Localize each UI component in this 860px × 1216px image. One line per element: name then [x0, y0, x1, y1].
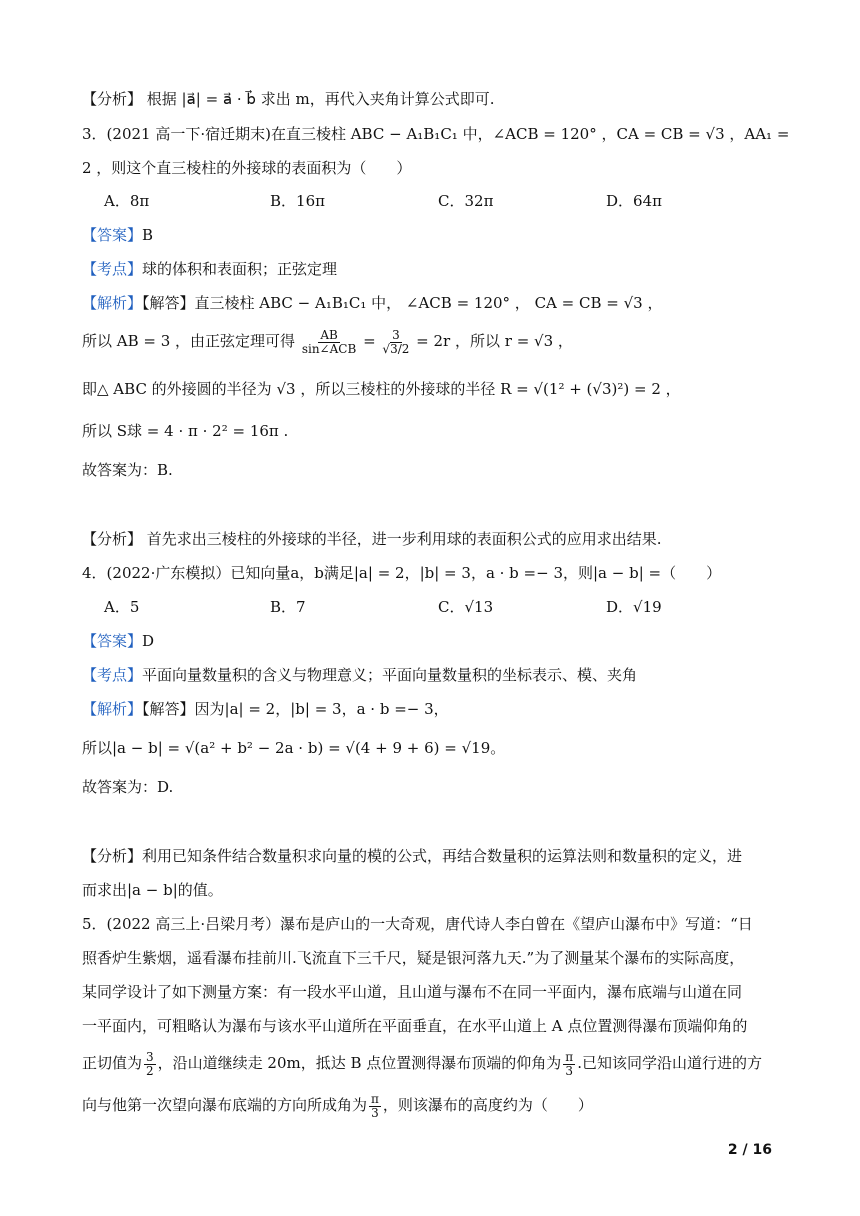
fraction	[302, 329, 356, 356]
q3-knowledge	[82, 258, 337, 280]
answer-tag: 【答案】	[82, 632, 143, 650]
fraction-numerator: 3	[146, 1049, 154, 1064]
question-5-line-2: 照香炉生紫烟，遥看瀑布挂前川.飞流直下三千尺，疑是银河落九天.”为了测量某个瀑布的实际高度，	[82, 949, 745, 967]
question-5-line-6	[82, 1090, 593, 1120]
q3-solution-4: 所以 S球 = 4 · π · 2² = 16π .	[82, 422, 289, 440]
q3-option-a: A．8π	[104, 192, 150, 210]
q4-option-b: B．7	[270, 598, 306, 616]
q3-solution-3: 即△ ABC 的外接圆的半径为 √3 ，所以三棱柱的外接球的半径 R = √(1² + (√3)²) = 2 ，	[82, 380, 681, 398]
equals: =	[363, 332, 376, 350]
answer-value: B	[142, 226, 154, 244]
page-number: 2 / 16	[727, 1142, 772, 1158]
solution-tag: 【解析】	[82, 294, 143, 312]
fraction	[369, 1093, 381, 1120]
q4-answer	[82, 630, 154, 652]
question-5-line-1: 5．(2022 高三上·吕梁月考）瀑布是庐山的一大奇观，唐代诗人李白曾在《望庐山瀑布中》写道：“日	[82, 915, 753, 933]
q3-analysis: 【分析】 首先求出三棱柱的外接球的半径，进一步利用球的表面积公式的应用求出结果.	[82, 530, 662, 548]
question-3-stem-cont: 2 ，则这个直三棱柱的外接球的表面积为（ ）	[82, 159, 412, 177]
q4-solution-3: 故答案为：D.	[82, 778, 174, 796]
answer-value: D	[142, 632, 155, 650]
q4-analysis-1: 【分析】利用已知条件结合数量积求向量的模的公式，再结合数量积的运算法则和数量积的定义，进	[82, 847, 743, 865]
question-4-stem: 4．(2022·广东模拟）已知向量a，b满足|a| = 2，|b| = 3，a · b =− 3，则|a − b| =（ ）	[82, 564, 722, 582]
q4-knowledge	[82, 664, 637, 686]
q3-option-c: C．32π	[438, 192, 494, 210]
q5-text: ，则该瀑布的高度约为（ ）	[382, 1096, 593, 1114]
q5-text: ，沿山道继续走 20m，抵达 B 点位置测得瀑布顶端的仰角为	[157, 1054, 562, 1072]
answer-tag: 【答案】	[82, 226, 143, 244]
q4-option-a: A．5	[104, 598, 140, 616]
q3-option-b: B．16π	[270, 192, 325, 210]
fraction	[144, 1051, 156, 1078]
solution-text: 【解答】直三棱柱 ABC − A₁B₁C₁ 中， ∠ACB = 120° ， CA = CB = √3 ，	[142, 294, 663, 312]
solution-text: 所以 AB = 3 ，由正弦定理可得	[82, 332, 296, 350]
question-5-line-5	[82, 1048, 762, 1078]
q5-text: 向与他第一次望向瀑布底端的方向所成角为	[82, 1096, 368, 1114]
knowledge-tag: 【考点】	[82, 260, 143, 278]
q4-option-d: D．√19	[606, 598, 662, 616]
q4-option-c: C．√13	[438, 598, 494, 616]
q5-text: 正切值为	[82, 1054, 143, 1072]
fraction	[563, 1051, 575, 1078]
fraction-denominator: 2	[146, 1063, 154, 1078]
fraction-numerator: 3	[392, 327, 400, 342]
fraction-denominator: 3	[371, 1105, 379, 1120]
question-3-stem: 3．(2021 高一下·宿迁期末)在直三棱柱 ABC − A₁B₁C₁ 中，∠ACB = 120° ，CA = CB = √3 ，AA₁ =	[82, 125, 790, 143]
solution-text: 【解答】因为|a| = 2，|b| = 3，a · b =− 3，	[142, 700, 449, 718]
fraction	[382, 329, 409, 356]
question-5-line-3: 某同学设计了如下测量方案：有一段水平山道，且山道与瀑布不在同一平面内，瀑布底端与山道在同	[82, 983, 743, 1001]
fraction-denominator: √3/2	[382, 341, 410, 356]
fraction-numerator: π	[371, 1091, 379, 1106]
q4-analysis-2: 而求出|a − b|的值。	[82, 881, 223, 899]
fraction-numerator: π	[565, 1049, 574, 1064]
q5-text: .已知该同学沿山道行进的方	[577, 1054, 762, 1072]
knowledge-text: 平面向量数量积的含义与物理意义；平面向量数量积的坐标表示、模、夹角	[142, 666, 638, 684]
q3-solution-5: 故答案为：B.	[82, 461, 173, 479]
q3-solution-2	[82, 326, 573, 356]
knowledge-text: 球的体积和表面积；正弦定理	[142, 260, 338, 278]
knowledge-tag: 【考点】	[82, 666, 143, 684]
q3-solution-1	[82, 292, 662, 314]
q4-solution-1	[82, 698, 449, 720]
fraction-denominator: 3	[565, 1063, 574, 1078]
q3-answer	[82, 224, 153, 246]
analysis-line: 【分析】 根据 |a⃗| = a⃗ · b⃗ 求出 m，再代入夹角计算公式即可.	[82, 90, 495, 108]
question-5-line-4: 一平面内，可粗略认为瀑布与该水平山道所在平面垂直，在水平山道上 A 点位置测得瀑布顶端仰角的	[82, 1017, 748, 1035]
solution-tag: 【解析】	[82, 700, 143, 718]
solution-text: = 2r ，所以 r = √3 ，	[416, 332, 573, 350]
fraction-denominator: sin∠ACB	[301, 341, 357, 356]
q4-solution-2: 所以|a − b| = √(a² + b² − 2a · b) = √(4 + 9 + 6) = √19。	[82, 739, 506, 757]
fraction-numerator: AB	[320, 327, 338, 342]
q3-option-d: D．64π	[606, 192, 662, 210]
